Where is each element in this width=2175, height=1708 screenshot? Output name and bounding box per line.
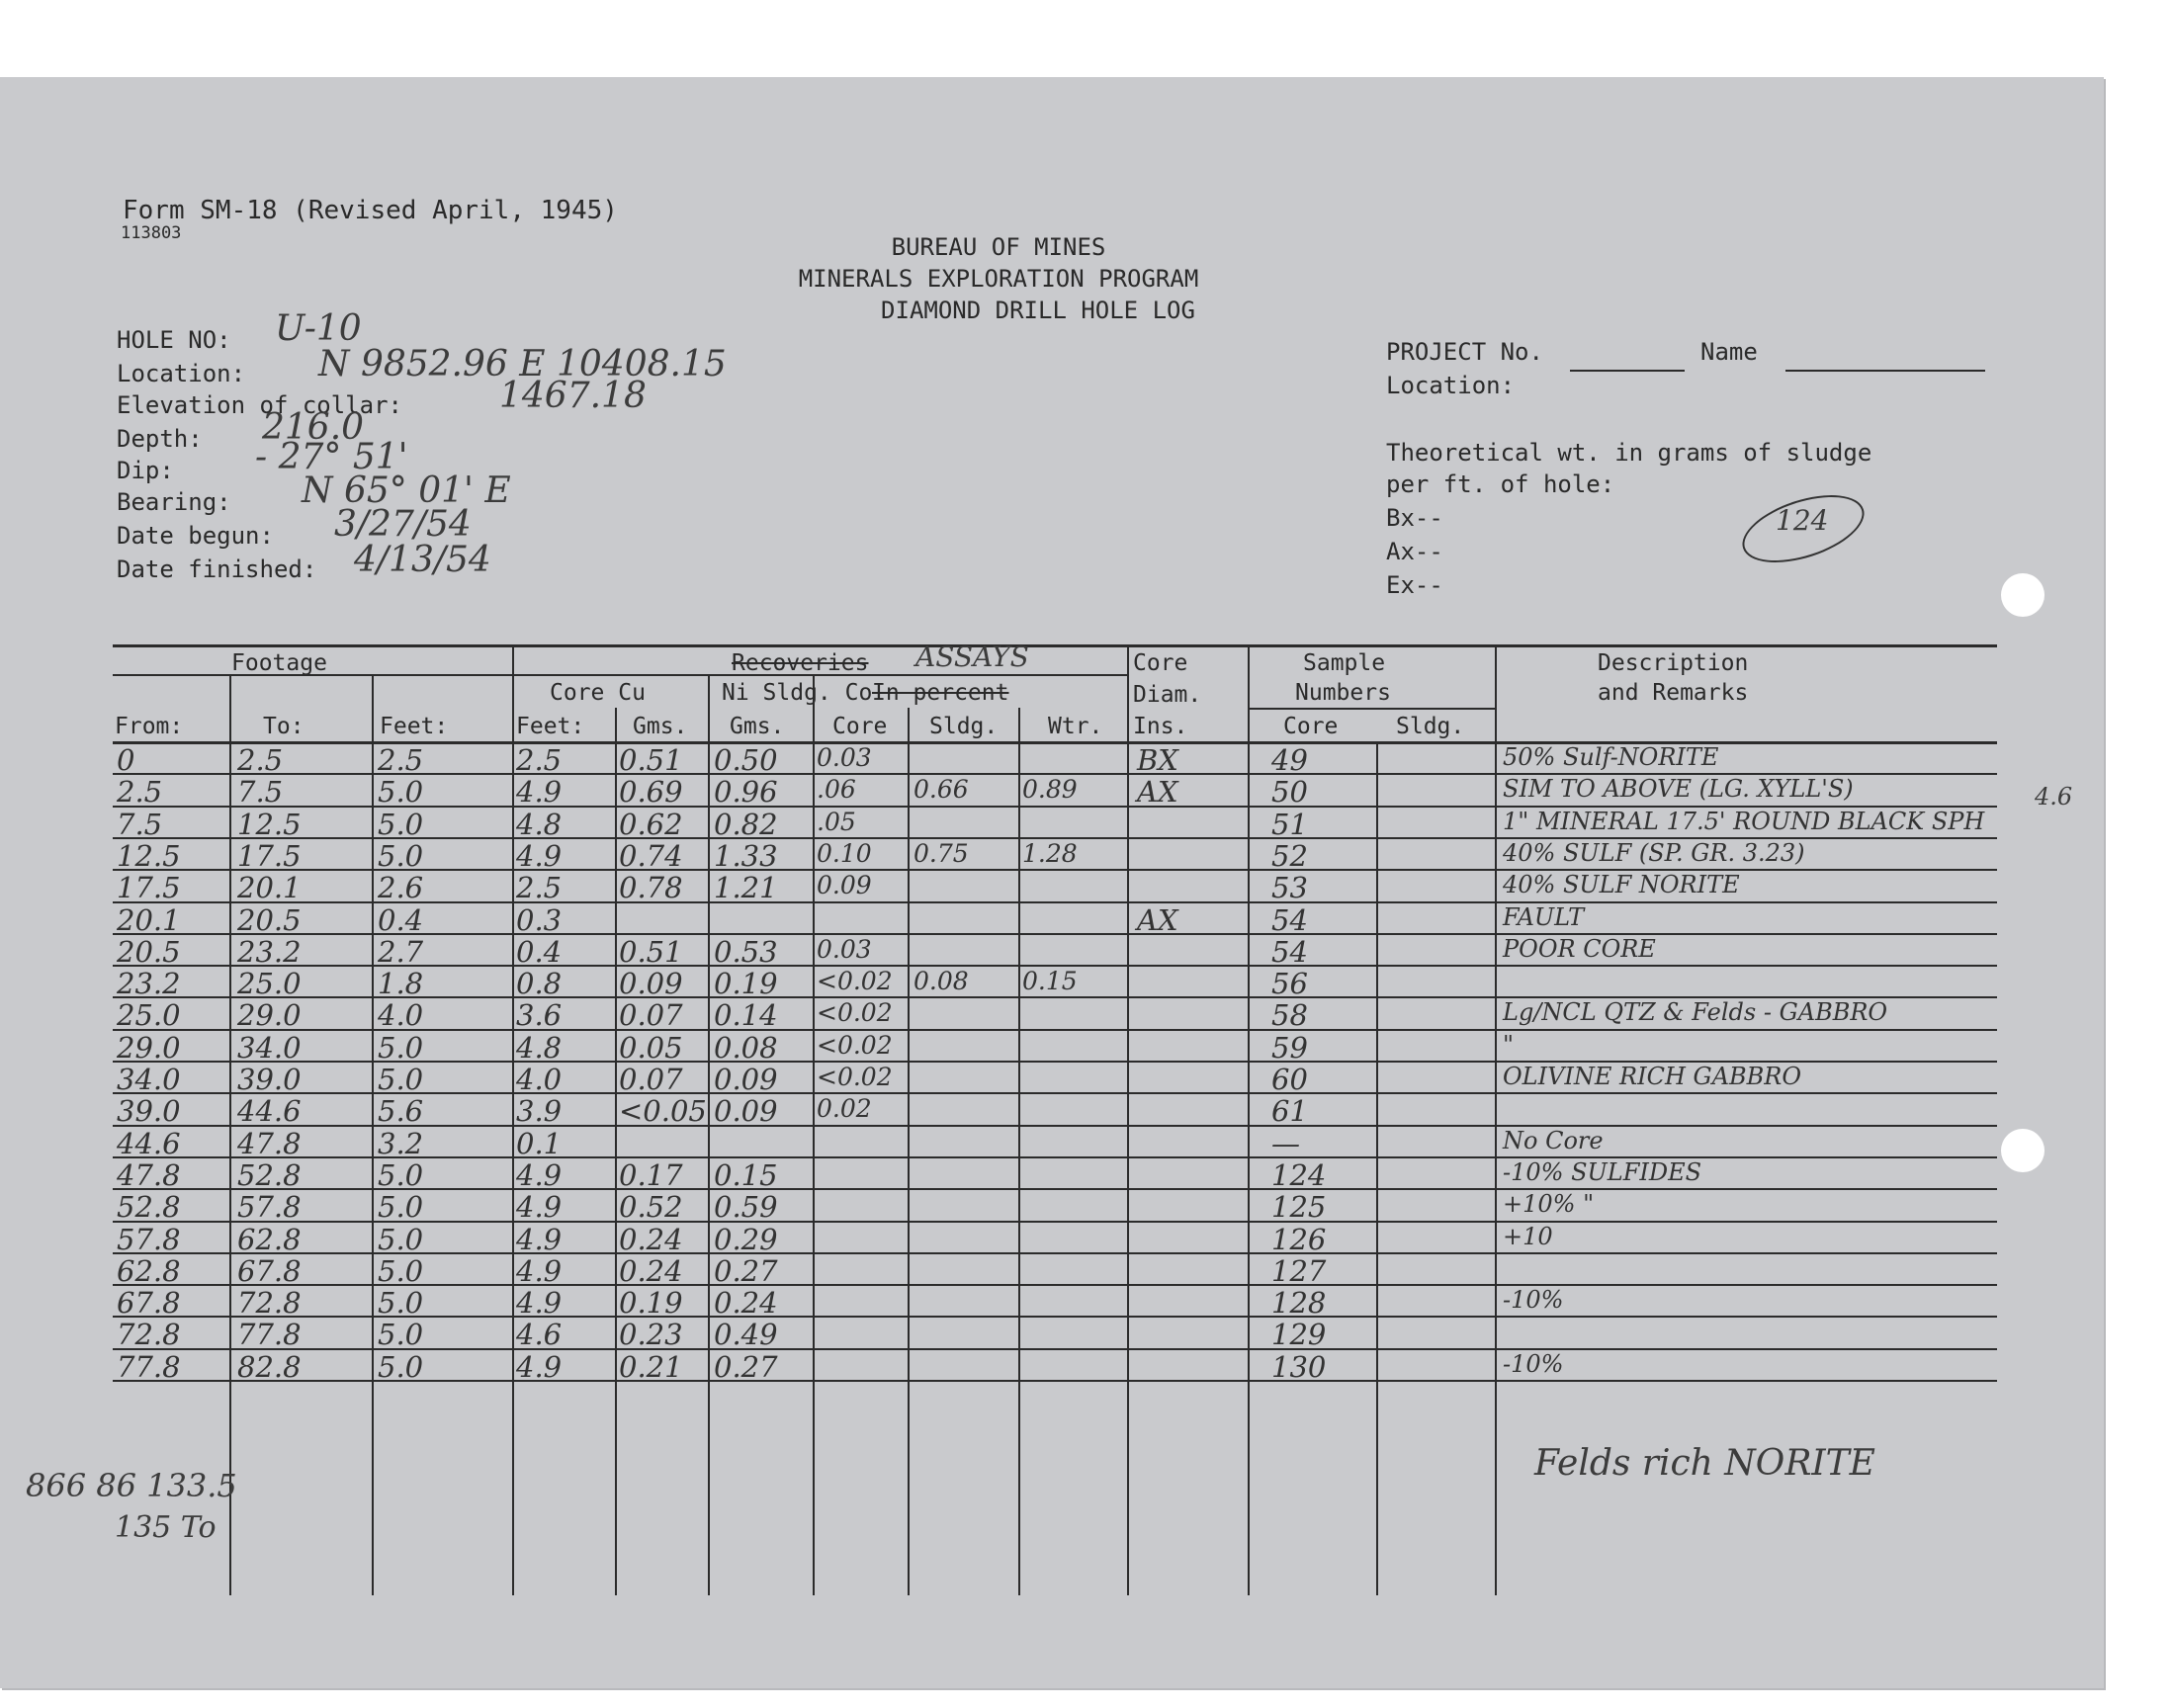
table-cell-cu: 0.24 [619,1253,683,1288]
table-cell-to: 29.0 [237,998,302,1033]
table-cell-cu: 0.51 [619,743,683,777]
table-cell-feet: 5.0 [378,1253,424,1288]
table-cell-pct-core: 0.03 [817,934,872,964]
elevation-value: 1467.18 [499,376,647,416]
form-id: Form SM-18 (Revised April, 1945) [123,196,618,225]
table-cell-to: 23.2 [237,934,302,969]
col-divider-diam [1127,644,1129,1595]
table-cell-from: 7.5 [117,807,163,841]
table-cell-pct-core: .06 [817,775,856,805]
hole-no-label: HOLE NO: [117,326,231,354]
table-cell-core-feet: 3.6 [516,998,563,1033]
table-top-rule [113,644,1997,647]
table-cell-from: 20.5 [117,934,181,969]
table-cell-ni: 0.08 [714,1030,778,1065]
col-divider-core [512,644,514,1595]
table-cell-remark: -10% [1503,1349,1564,1378]
table-cell-remark: Lg/NCL QTZ & Felds - GABBRO [1503,998,1888,1027]
table-cell-from: 39.0 [117,1094,181,1129]
table-cell-pct-core: .05 [817,807,856,836]
table-cell-sample: 58 [1271,998,1308,1033]
table-cell-ni: 0.24 [714,1286,778,1321]
date-begun-label: Date begun: [117,522,274,550]
table-cell-core-feet: 4.8 [516,807,563,841]
depth-value: 216.0 [262,407,365,448]
table-cell-ni: 1.21 [714,871,778,905]
table-cell-feet: 5.0 [378,838,424,873]
table-cell-feet: 1.8 [378,967,424,1001]
table-cell-pct-wtr: 0.89 [1022,775,1078,805]
table-cell-remark: 40% SULF NORITE [1503,871,1740,899]
table-cell-from: 29.0 [117,1030,181,1065]
table-cell-core-feet: 2.5 [516,871,563,905]
assays-header: ASSAYS [915,640,1029,673]
table-cell-feet: 0.4 [378,902,424,937]
table-cell-ni: 1.33 [714,838,778,873]
bearing-label: Bearing: [117,488,231,516]
table-cell-feet: 5.0 [378,1222,424,1256]
table-cell-ni: 0.14 [714,998,778,1033]
table-cell-core-feet: 4.8 [516,1030,563,1065]
table-cell-to: 20.1 [237,871,302,905]
table-cell-cu: 0.24 [619,1222,683,1256]
table-cell-cu: 0.52 [619,1190,683,1225]
col-divider-sample [1248,644,1250,1595]
table-cell-remark: OLIVINE RICH GABBRO [1503,1063,1802,1090]
table-cell-from: 62.8 [117,1253,181,1288]
title-line-1: BUREAU OF MINES [891,233,1106,261]
table-cell-pct-sldg: 0.75 [914,838,969,868]
table-cell-pct-sldg: 0.08 [914,967,969,996]
table-cell-to: 67.8 [237,1253,302,1288]
table-cell-sample: 54 [1271,902,1308,937]
col-divider-desc [1495,644,1497,1595]
table-cell-core-feet: 2.5 [516,743,563,777]
table-cell-ni: 0.27 [714,1349,778,1384]
table-cell-cu: 0.07 [619,1063,683,1096]
desc-header-1: Description [1598,650,1749,676]
table-cell-ni: 0.27 [714,1253,778,1288]
sample-sldg-header: Sldg. [1396,714,1465,739]
table-cell-to: 72.8 [237,1286,302,1321]
table-cell-to: 7.5 [237,775,284,810]
table-cell-remark: -10% [1503,1286,1564,1315]
table-cell-to: 25.0 [237,967,302,1001]
table-cell-from: 34.0 [117,1063,181,1096]
bearing-value: N 65° 01' E [302,470,511,511]
table-cell-feet: 5.6 [378,1094,424,1129]
table-cell-sample: 126 [1271,1222,1327,1256]
location-value: N 9852.96 E 10408.15 [318,344,727,384]
table-cell-pct-core: <0.02 [817,1030,893,1060]
elevation-label: Elevation of collar: [117,391,402,419]
table-cell-cu: 0.19 [619,1286,683,1321]
location-label: Location: [117,360,246,387]
col-divider-to [229,674,231,1595]
footage-header: Footage [231,650,327,676]
table-cell-to: 20.5 [237,902,302,937]
table-cell-from: 12.5 [117,838,181,873]
theoretical-line-2: per ft. of hole: [1386,470,1615,498]
table-cell-diam: BX [1137,743,1178,777]
table-cell-sample: 53 [1271,871,1308,905]
table-cell-ni: 0.19 [714,967,778,1001]
hole-punch-top [2001,573,2044,617]
table-cell-sample: 124 [1271,1157,1327,1192]
table-cell-core-feet: 0.4 [516,934,563,969]
table-cell-core-feet: 4.9 [516,1349,563,1384]
table-cell-ni: 0.29 [714,1222,778,1256]
table-cell-from: 17.5 [117,871,181,905]
dip-value: - 27° 51' [255,437,408,477]
sample-core-header: Core [1283,714,1339,739]
table-cell-ni: 0.09 [714,1063,778,1096]
table-cell-cu: 0.69 [619,775,683,810]
table-cell-cu: 0.17 [619,1157,683,1192]
table-cell-feet: 5.0 [378,1349,424,1384]
feet-header: Feet: [380,714,449,739]
core-diam-header-1: Core [1133,650,1188,676]
table-cell-sample: 129 [1271,1318,1327,1352]
table-cell-remark: POOR CORE [1503,934,1656,963]
pct-sldg-header: Sldg. [929,714,999,739]
table-cell-from: 23.2 [117,967,181,1001]
table-cell-to: 12.5 [237,807,302,841]
table-cell-feet: 4.0 [378,998,424,1033]
form-number: 113803 [121,223,182,243]
table-cell-to: 44.6 [237,1094,302,1129]
table-cell-to: 17.5 [237,838,302,873]
ex-label: Ex-- [1386,571,1443,599]
table-cell-feet: 5.0 [378,1157,424,1192]
table-cell-pct-core: <0.02 [817,1063,893,1091]
gms-ni-header: Gms. [730,714,785,739]
table-cell-remark: SIM TO ABOVE (LG. XYLL'S) [1503,775,1854,804]
table-cell-feet: 2.7 [378,934,424,969]
table-cell-cu: 0.07 [619,998,683,1033]
desc-header-2: and Remarks [1598,680,1749,706]
table-cell-diam: AX [1137,902,1178,937]
core-feet-header: Feet: [516,714,585,739]
pct-wtr-header: Wtr. [1048,714,1103,739]
table-cell-pct-wtr: 1.28 [1022,838,1078,868]
bottom-left-note-1: 866 86 133.5 [26,1467,237,1504]
project-location-label: Location: [1386,372,1516,399]
col-divider-pct-sldg [908,708,910,1595]
gms-cu-header: Gms. [633,714,688,739]
col-divider-pct-wtr [1018,708,1020,1595]
table-cell-diam: AX [1137,775,1178,810]
table-cell-remark: FAULT [1503,902,1585,931]
table-cell-remark: 50% Sulf-NORITE [1503,743,1719,771]
table-cell-sample: — [1271,1126,1300,1160]
theoretical-line-1: Theoretical wt. in grams of sludge [1386,439,1872,467]
table-cell-sample: 60 [1271,1063,1308,1096]
table-cell-sample: 54 [1271,934,1308,969]
table-cell-feet: 2.5 [378,743,424,777]
table-cell-remark: No Core [1503,1126,1604,1154]
circled-number: 124 [1776,504,1829,537]
table-cell-feet: 5.0 [378,1063,424,1096]
table-cell-cu: <0.05 [619,1094,707,1129]
title-line-3: DIAMOND DRILL HOLE LOG [881,297,1195,324]
table-cell-core-feet: 4.9 [516,775,563,810]
col-divider-pct-core [813,674,815,1595]
ax-label: Ax-- [1386,538,1443,565]
col-divider-cu [615,708,617,1595]
core-diam-header-3: Ins. [1133,714,1188,739]
table-cell-to: 77.8 [237,1318,302,1352]
table-cell-from: 77.8 [117,1349,181,1384]
bx-label: Bx-- [1386,504,1443,532]
table-cell-pct-core: <0.02 [817,998,893,1028]
table-cell-sample: 127 [1271,1253,1327,1288]
table-cell-feet: 5.0 [378,807,424,841]
table-cell-sample: 128 [1271,1286,1327,1321]
col-divider-feet [372,674,374,1595]
bottom-left-note-2: 135 To [115,1510,217,1545]
table-cell-ni: 0.49 [714,1318,778,1352]
table-cell-feet: 2.6 [378,871,424,905]
hole-punch-bottom [2001,1129,2044,1172]
table-cell-from: 20.1 [117,902,181,937]
table-cell-cu: 0.05 [619,1030,683,1065]
table-cell-to: 82.8 [237,1349,302,1384]
table-cell-to: 52.8 [237,1157,302,1192]
table-cell-remark: -10% SULFIDES [1503,1157,1702,1186]
col-divider-ni [708,674,710,1595]
table-cell-remark: " [1503,1030,1515,1059]
core-diam-header-2: Diam. [1133,682,1202,708]
table-cell-cu: 0.21 [619,1349,683,1384]
table-cell-core-feet: 4.9 [516,1157,563,1192]
side-note: 4.6 [2035,783,2073,811]
sldg-ni-header: Ni Sldg. Co [722,680,873,706]
table-cell-cu: 0.62 [619,807,683,841]
table-cell-core-feet: 3.9 [516,1094,563,1129]
table-cell-core-feet: 0.1 [516,1126,563,1160]
table-cell-core-feet: 4.9 [516,1190,563,1225]
table-cell-to: 57.8 [237,1190,302,1225]
table-cell-core-feet: 4.9 [516,1286,563,1321]
project-no-label: PROJECT No. [1386,338,1543,366]
table-cell-core-feet: 4.9 [516,1253,563,1288]
core-cu-header: Core Cu [550,680,646,706]
table-cell-pct-core: 0.09 [817,871,872,900]
table-cell-from: 25.0 [117,998,181,1033]
table-cell-pct-wtr: 0.15 [1022,967,1078,996]
table-cell-from: 0 [117,743,135,777]
date-finished-label: Date finished: [117,555,317,583]
table-cell-core-feet: 4.9 [516,838,563,873]
table-cell-cu: 0.78 [619,871,683,905]
in-percent-header: In percent [872,680,1009,706]
table-cell-feet: 5.0 [378,775,424,810]
table-cell-sample: 52 [1271,838,1308,873]
table-cell-from: 44.6 [117,1126,181,1160]
table-cell-pct-sldg: 0.66 [914,775,969,805]
table-cell-from: 72.8 [117,1318,181,1352]
table-cell-core-feet: 4.0 [516,1063,563,1096]
project-name-label: Name [1700,338,1758,366]
table-cell-feet: 5.0 [378,1190,424,1225]
depth-label: Depth: [117,425,203,453]
hole-no-value: U-10 [275,308,362,349]
table-cell-remark: +10% " [1503,1190,1595,1219]
table-cell-pct-core: <0.02 [817,967,893,996]
table-cell-remark: +10 [1503,1222,1553,1250]
title-line-2: MINERALS EXPLORATION PROGRAM [798,265,1199,293]
table-cell-core-feet: 4.9 [516,1222,563,1256]
table-cell-ni: 0.09 [714,1094,778,1129]
table-cell-from: 67.8 [117,1286,181,1321]
table-cell-feet: 5.0 [378,1030,424,1065]
table-cell-remark: 1" MINERAL 17.5' ROUND BLACK SPH [1503,807,1985,835]
table-cell-ni: 0.82 [714,807,778,841]
log-sheet [0,77,2104,1688]
table-cell-to: 47.8 [237,1126,302,1160]
table-cell-ni: 0.50 [714,743,778,777]
table-cell-sample: 130 [1271,1349,1327,1384]
date-finished-value: 4/13/54 [354,540,491,580]
table-cell-core-feet: 4.6 [516,1318,563,1352]
table-cell-to: 39.0 [237,1063,302,1096]
date-begun-value: 3/27/54 [334,504,472,545]
table-cell-from: 57.8 [117,1222,181,1256]
recoveries-header: Recoveries [732,650,869,676]
to-header: To: [263,714,304,739]
table-cell-to: 62.8 [237,1222,302,1256]
table-cell-feet: 5.0 [378,1318,424,1352]
table-cell-sample: 125 [1271,1190,1327,1225]
table-cell-from: 47.8 [117,1157,181,1192]
sample-header-1: Sample [1303,650,1386,676]
table-cell-from: 52.8 [117,1190,181,1225]
table-cell-cu: 0.74 [619,838,683,873]
table-cell-remark: 40% SULF (SP. GR. 3.23) [1503,838,1805,867]
table-cell-cu: 0.23 [619,1318,683,1352]
table-cell-sample: 51 [1271,807,1308,841]
table-cell-ni: 0.15 [714,1157,778,1192]
table-cell-pct-core: 0.02 [817,1094,872,1124]
project-no-blank [1570,370,1685,372]
from-header: From: [115,714,184,739]
table-cell-sample: 59 [1271,1030,1308,1065]
table-cell-core-feet: 0.8 [516,967,563,1001]
table-cell-cu: 0.51 [619,934,683,969]
table-cell-to: 2.5 [237,743,284,777]
project-name-blank [1785,370,1985,372]
table-cell-from: 2.5 [117,775,163,810]
pct-core-header: Core [832,714,888,739]
bottom-right-note: Felds rich NORITE [1534,1443,1875,1484]
table-cell-core-feet: 0.3 [516,902,563,937]
table-cell-sample: 50 [1271,775,1308,810]
table-cell-ni: 0.59 [714,1190,778,1225]
table-cell-sample: 61 [1271,1094,1308,1129]
table-cell-feet: 5.0 [378,1286,424,1321]
table-cell-pct-core: 0.10 [817,838,872,868]
table-cell-ni: 0.53 [714,934,778,969]
table-cell-cu: 0.09 [619,967,683,1001]
table-cell-to: 34.0 [237,1030,302,1065]
table-cell-ni: 0.96 [714,775,778,810]
dip-label: Dip: [117,457,174,484]
header-subrule-sample [1248,708,1495,710]
table-cell-pct-core: 0.03 [817,743,872,772]
table-cell-sample: 49 [1271,743,1308,777]
table-cell-feet: 3.2 [378,1126,424,1160]
table-cell-sample: 56 [1271,967,1308,1001]
sample-header-2: Numbers [1295,680,1391,706]
